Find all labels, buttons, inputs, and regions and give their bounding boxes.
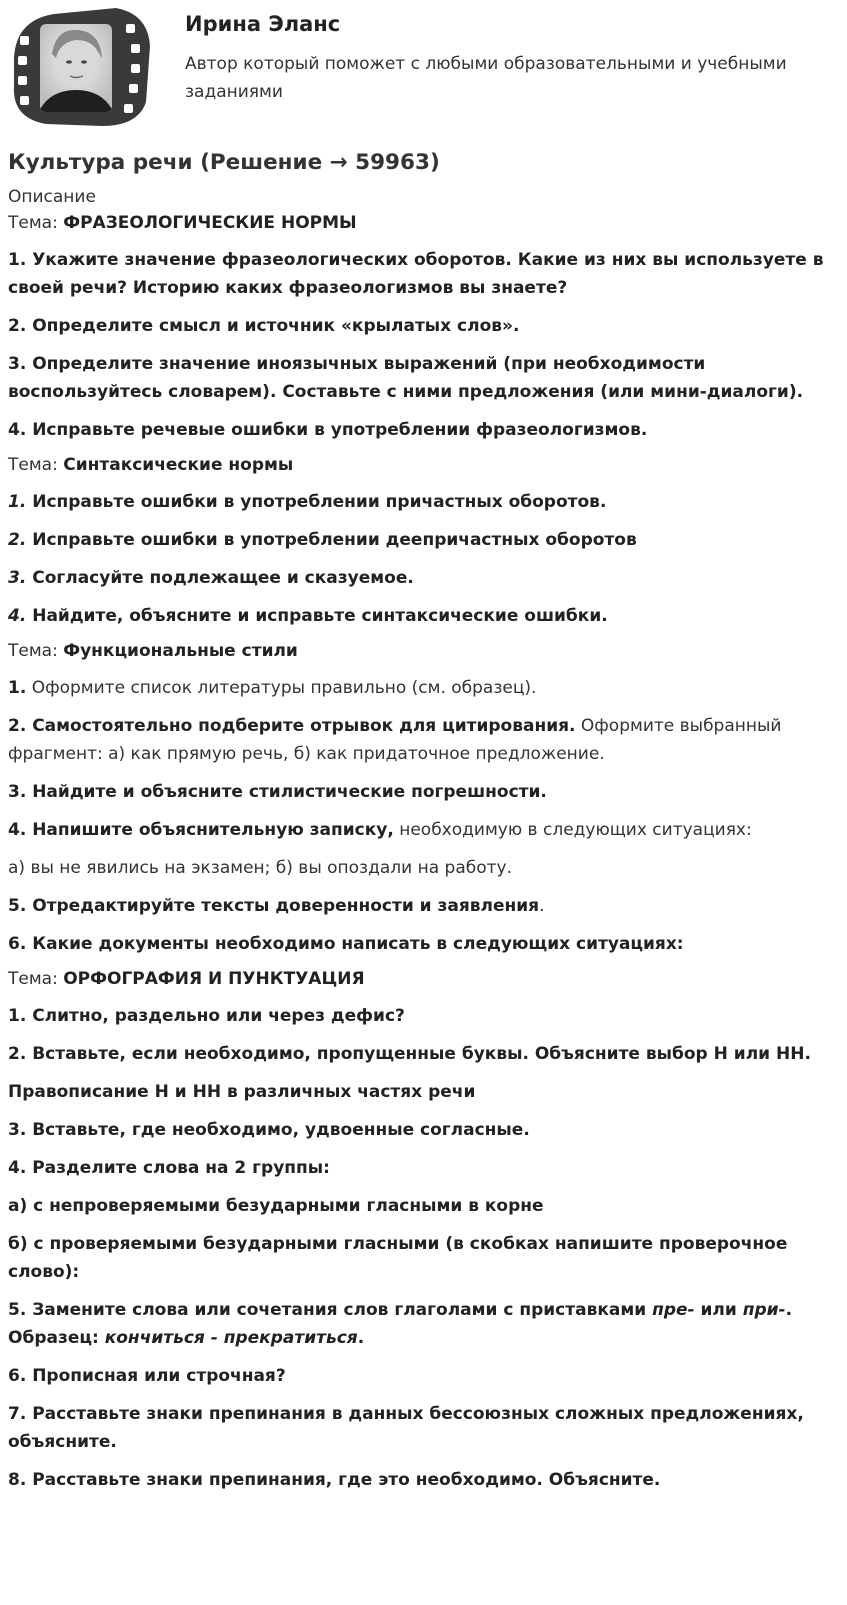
task-number: 1. [8, 678, 27, 698]
author-name[interactable]: Ирина Эланс [185, 12, 341, 36]
task-item [8, 674, 838, 702]
task-item: 2. Определите смысл и источник «крылатых слов». [8, 316, 520, 336]
task-item [8, 488, 838, 516]
task-number: 1. [8, 492, 27, 512]
film-frame-avatar-icon [6, 6, 156, 130]
task-text: Согласуйте подлежащее и сказуемое. [26, 568, 414, 588]
task-text: или [694, 1300, 743, 1320]
task-item: 1. Укажите значение фразеологических оборотов. Какие из них вы используете в своей речи? Историю каких фразеологизмов вы знаете? [8, 250, 824, 298]
task-subitem: б) с проверяемыми безударными гласными (в скобках напишите проверочное слово): [8, 1234, 788, 1282]
description-label: Описание [8, 187, 96, 207]
task-continuation: а) вы не явились на экзамен; б) вы опоздали на работу. [8, 858, 512, 878]
task-item: 8. Расставьте знаки препинания, где это необходимо. Объясните. [8, 1470, 661, 1490]
task-item: 3. Найдите и объясните стилистические погрешности. [8, 782, 547, 802]
subheading: Правописание Н и НН в различных частях речи [8, 1082, 476, 1102]
task-subitem: а) с непроверяемыми безударными гласными в корне [8, 1196, 544, 1216]
topic-value: Функциональные стили [63, 641, 298, 661]
topic-heading [8, 966, 838, 992]
task-item: 4. Разделите слова на 2 группы: [8, 1158, 330, 1178]
task-text: . [357, 1328, 365, 1348]
task-item [8, 602, 838, 630]
task-item: 6. Прописная или строчная? [8, 1366, 286, 1386]
task-item [8, 712, 838, 768]
task-item: 3. Вставьте, где необходимо, удвоенные согласные. [8, 1120, 530, 1140]
topic-value: ФРАЗЕОЛОГИЧЕСКИЕ НОРМЫ [63, 213, 357, 233]
task-text: Исправьте ошибки в употреблении деепричастных оборотов [26, 530, 637, 550]
topic-value: ОРФОГРАФИЯ И ПУНКТУАЦИЯ [63, 969, 365, 989]
task-item [8, 564, 838, 592]
author-description: Автор который поможет с любыми образовательными и учебными заданиями [185, 54, 787, 102]
task-text: 5. Замените слова или сочетания слов глаголами с приставками [8, 1300, 653, 1320]
task-item [8, 892, 838, 920]
task-item: 1. Слитно, раздельно или через дефис? [8, 1006, 405, 1026]
task-number: 3. [8, 568, 27, 588]
topic-heading [8, 210, 838, 236]
task-text: необходимую в следующих ситуациях: [393, 820, 752, 840]
task-text-bold: 2. Самостоятельно подберите отрывок для цитирования. [8, 716, 576, 736]
topic-heading [8, 638, 838, 664]
task-text: Оформите выбранный фрагмент: а) как прямую речь, б) как придаточное предложение. [8, 716, 782, 764]
topic-label: Тема: [8, 213, 58, 233]
task-item [8, 526, 838, 554]
task-text: Исправьте ошибки в употреблении причастных оборотов. [26, 492, 607, 512]
topic-label: Тема: [8, 969, 58, 989]
task-number: 4. [8, 606, 27, 626]
task-text: Найдите, объясните и исправьте синтаксические ошибки. [26, 606, 608, 626]
task-item: 3. Определите значение иноязычных выражений (при необходимости воспользуйтесь словарем). Составьте с ними предложения (или мини-диалоги). [8, 354, 804, 402]
task-item: 2. Вставьте, если необходимо, пропущенные буквы. Объясните выбор Н или НН. [8, 1044, 811, 1064]
task-text-bold: 4. Напишите объяснительную записку, [8, 820, 394, 840]
topic-heading [8, 452, 838, 478]
task-item: 6. Какие документы необходимо написать в следующих ситуациях: [8, 934, 684, 954]
task-text: Оформите список литературы правильно (см. образец). [26, 678, 537, 698]
task-item: 7. Расставьте знаки препинания в данных бессоюзных сложных предложениях, объясните. [8, 1404, 804, 1452]
topic-label: Тема: [8, 455, 58, 475]
topic-label: Тема: [8, 641, 58, 661]
task-text: . Образец: [8, 1300, 793, 1348]
example-text: кончиться - прекратиться [104, 1328, 358, 1348]
topic-value: Синтаксические нормы [63, 455, 294, 475]
task-item: 4. Исправьте речевые ошибки в употреблении фразеологизмов. [8, 420, 648, 440]
task-text: . [539, 896, 545, 916]
document-body [8, 148, 838, 1494]
task-item [8, 1296, 838, 1352]
prefix-pri: при- [742, 1300, 786, 1320]
task-text-bold: 5. Отредактируйте тексты доверенности и заявления [8, 896, 540, 916]
author-avatar[interactable] [6, 6, 156, 130]
prefix-pre: пре- [652, 1300, 695, 1320]
page-title: Культура речи (Решение → 59963) [8, 150, 440, 175]
author-header [0, 0, 847, 140]
task-number: 2. [8, 530, 27, 550]
task-item [8, 816, 838, 844]
